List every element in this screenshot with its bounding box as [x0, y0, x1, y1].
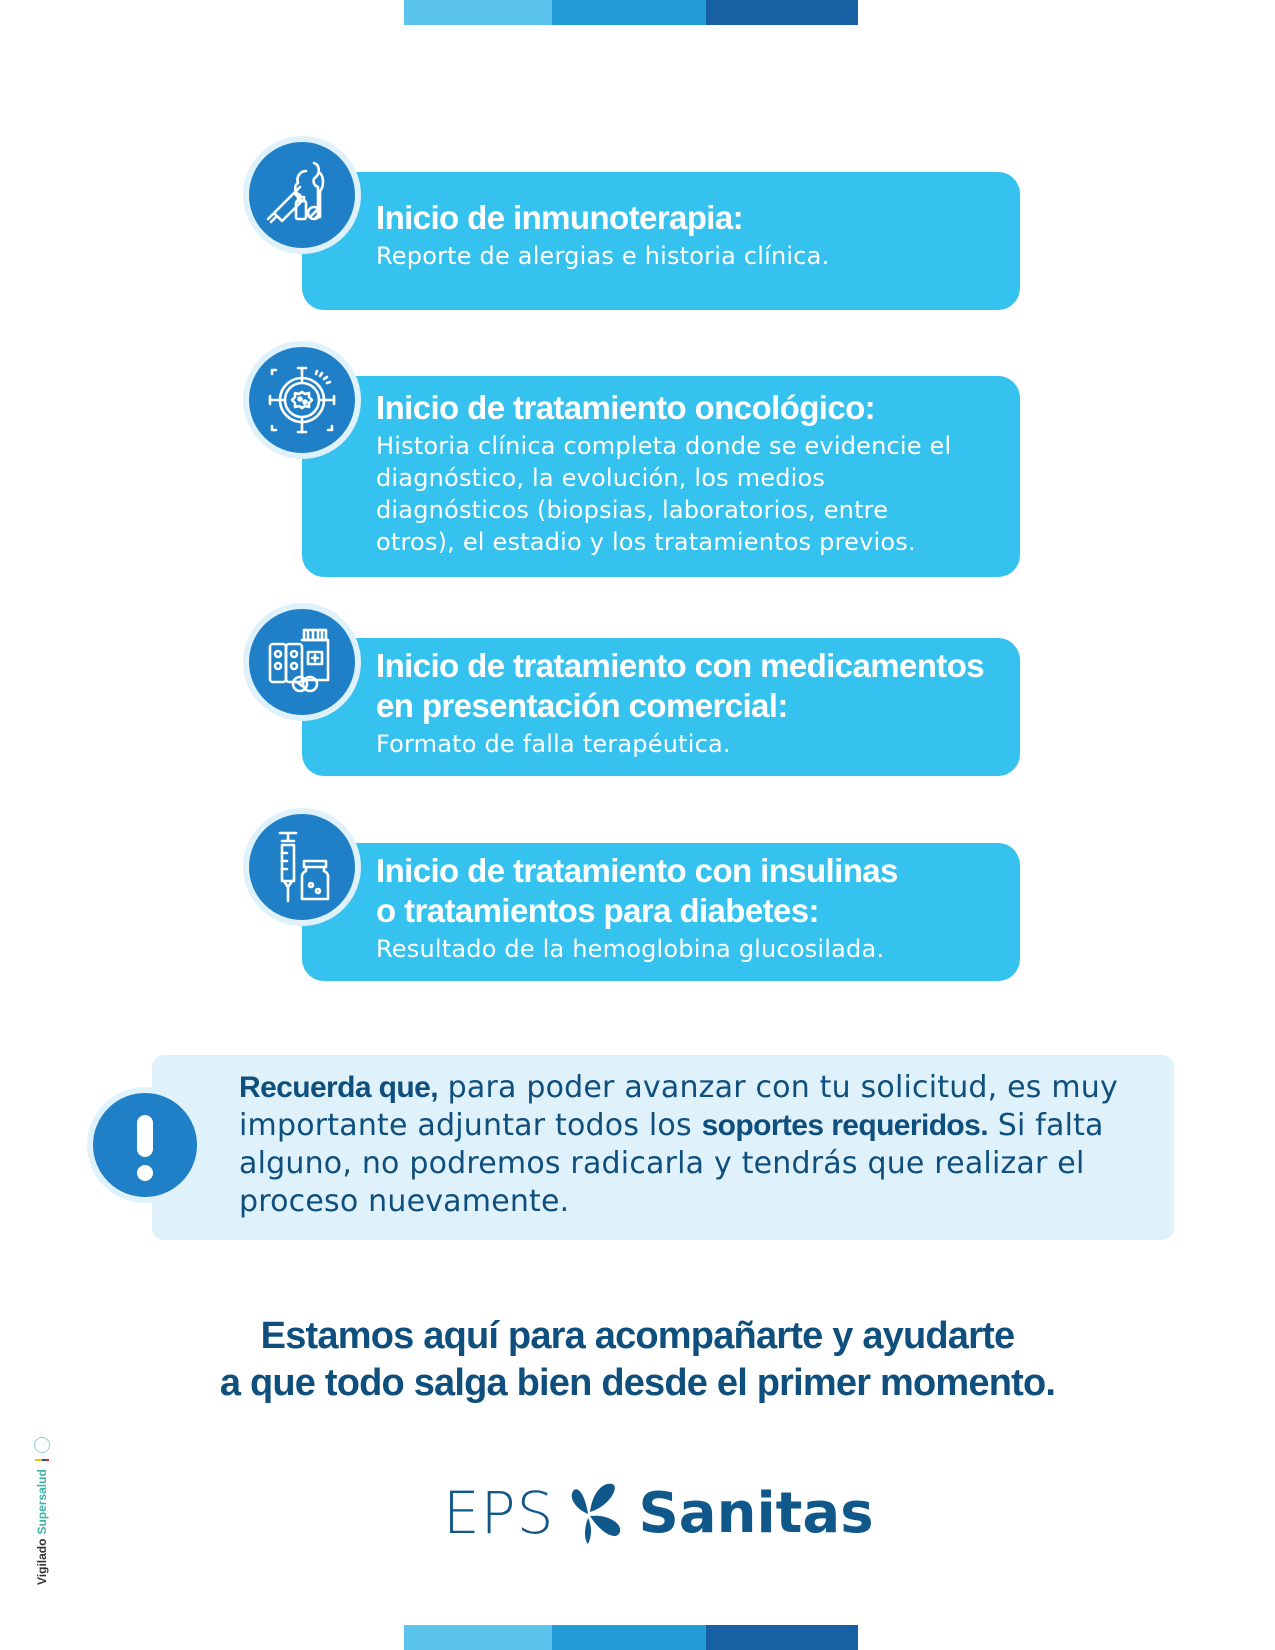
immunotherapy-icon	[243, 136, 361, 254]
logo-prefix: EPS	[443, 1479, 555, 1547]
logo-name: Sanitas	[638, 1480, 874, 1546]
card-title-line: o tratamientos para diabetes:	[376, 892, 819, 929]
requirement-card-oncology	[302, 376, 1020, 577]
bar-segment-light	[404, 1625, 552, 1650]
bottom-color-bar	[404, 1625, 858, 1650]
card-description: Resultado de la hemoglobina glucosilada.	[376, 935, 885, 963]
reminder-bold-supports: soportes requeridos.	[701, 1109, 988, 1142]
card-title: Inicio de inmunoterapia:	[376, 199, 743, 236]
colombia-flag-icon	[35, 1459, 49, 1461]
reminder-text-part: para poder avanzar con tu solicitud, es muy importante adjuntar todos los	[239, 1070, 1118, 1143]
card-title-line: Inicio de tratamiento con insulinas	[376, 852, 898, 889]
bar-segment-dark	[706, 0, 858, 25]
reminder-text	[239, 1069, 1159, 1221]
closing-line-1: Estamos aquí para acompañarte y ayudarte	[260, 1315, 1015, 1357]
card-title-line: Inicio de tratamiento con medicamentos	[376, 647, 985, 684]
card-description-line: diagnóstico, la evolución, los medios	[376, 464, 826, 492]
bar-segment-mid	[552, 1625, 706, 1650]
reminder-bold-lead: Recuerda que,	[239, 1071, 438, 1104]
insulin-syringe-icon	[243, 808, 361, 926]
bar-segment-light	[404, 0, 552, 25]
card-description-line: diagnósticos (biopsias, laboratorios, entre	[376, 496, 889, 524]
bar-segment-dark	[706, 1625, 858, 1650]
requirement-card-insulin	[302, 843, 1020, 981]
top-color-bar	[404, 0, 858, 25]
bar-segment-mid	[552, 0, 706, 25]
card-description: Reporte de alergias e historia clínica.	[376, 242, 830, 270]
medications-icon	[243, 603, 361, 721]
closing-message	[0, 1313, 1275, 1407]
card-title-line: en presentación comercial:	[376, 687, 788, 724]
supersalud-label: Supersalud	[35, 1469, 49, 1535]
eps-sanitas-logo	[443, 1473, 874, 1553]
vigilado-supersalud-seal	[34, 1437, 50, 1585]
vigilado-label: Vigilado	[35, 1538, 49, 1585]
requirement-card-medications	[302, 638, 1020, 776]
card-description-line: otros), el estadio y los tratamientos previos.	[376, 528, 916, 556]
supersalud-emblem-icon	[34, 1437, 50, 1453]
reminder-text-part: Si falta alguno, no podremos radicarla y tendrás que realizar el proceso nuevamente.	[239, 1108, 1104, 1219]
card-description: Formato de falla terapéutica.	[376, 730, 731, 758]
butterfly-logo-icon	[566, 1480, 628, 1546]
closing-line-2: a que todo salga bien desde el primer momento.	[219, 1362, 1056, 1404]
card-title: Inicio de tratamiento oncológico:	[376, 389, 876, 426]
card-description-line: Historia clínica completa donde se evidencie el	[376, 432, 952, 460]
exclamation-icon	[87, 1087, 203, 1203]
oncology-target-icon	[243, 341, 361, 459]
requirement-card-immunotherapy	[302, 172, 1020, 310]
